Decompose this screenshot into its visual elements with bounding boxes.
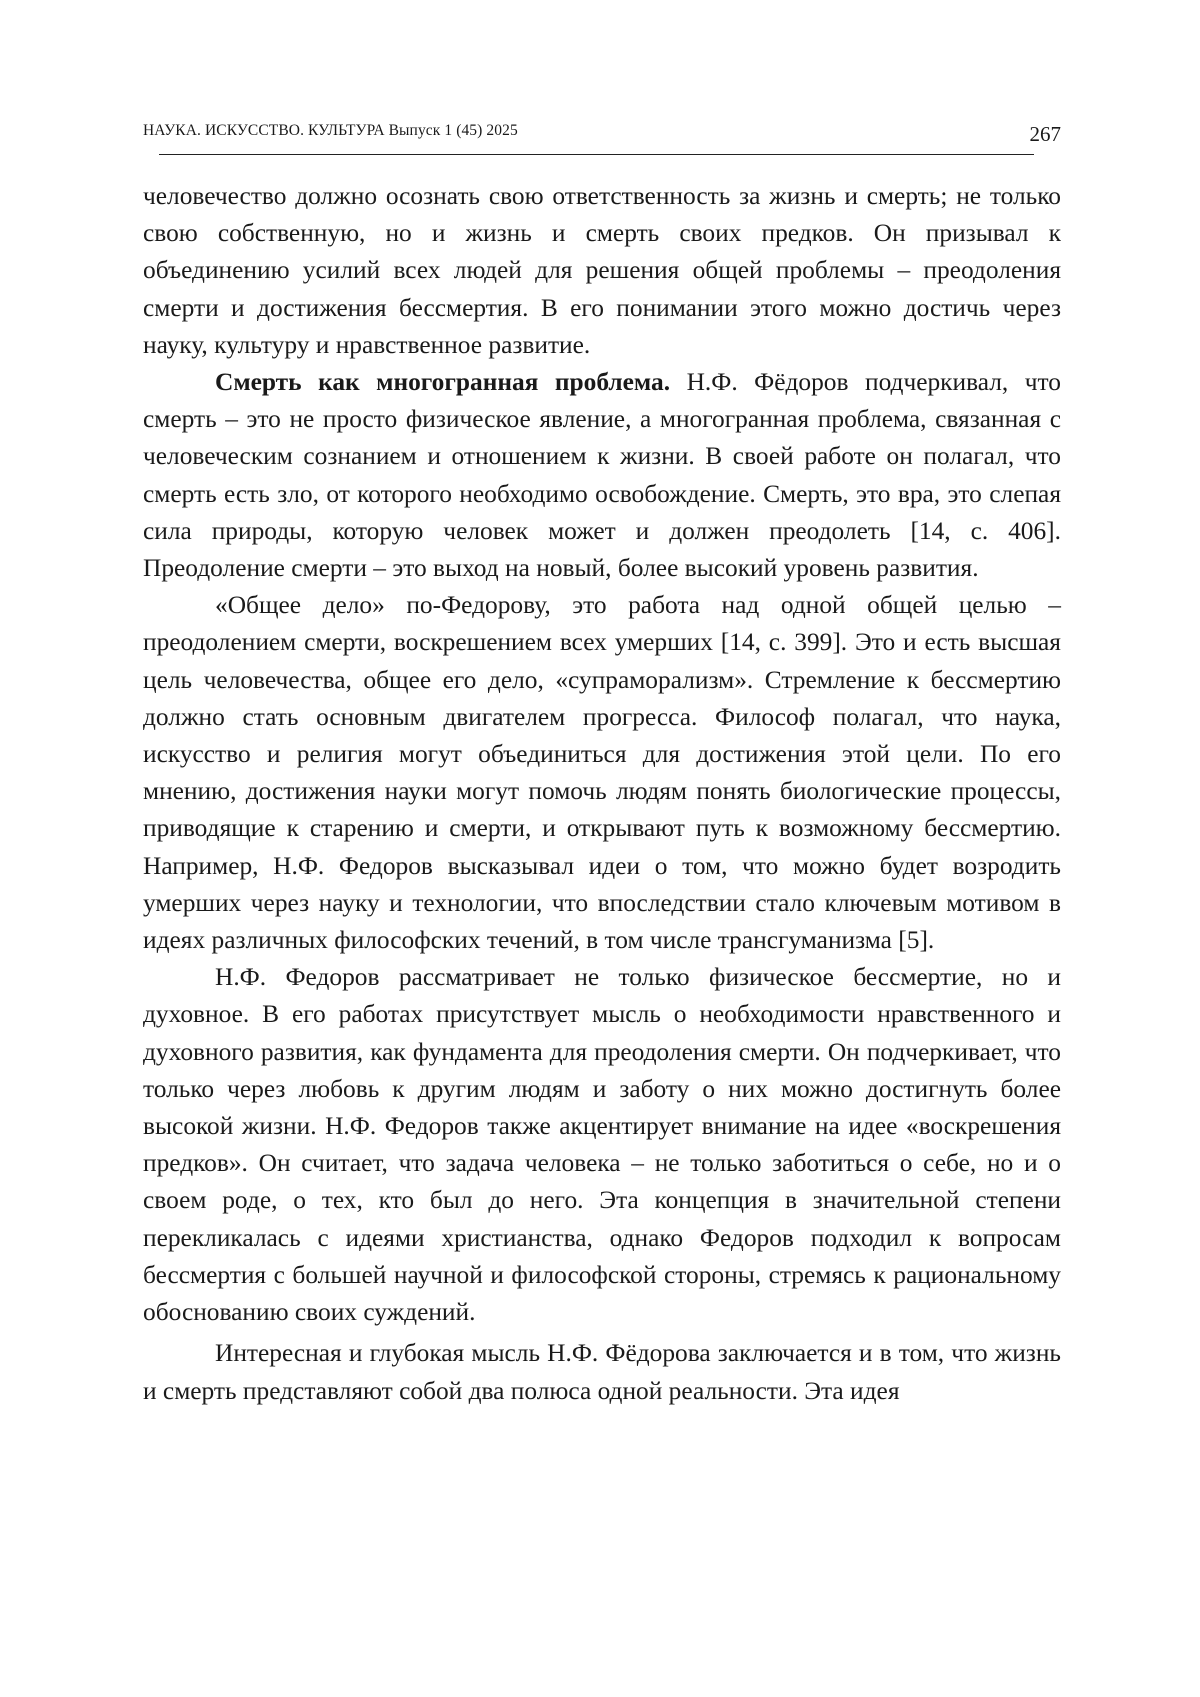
header-rule [159,154,1034,155]
paragraph-text: Н.Ф. Федоров рассматривает не только физическое бессмертие, но и духовное. В его работах присутствует мысль о необходимости нравственного и духовного развития, как фундамента для преодоления смерти. Он подчеркивает, что только через любовь к другим людям и заботу о них можно достигнуть более высокой жизни. Н.Ф. Федоров также акцентирует внимание на идее «воскрешения предков». Он считает, что задача человека – не только заботиться о себе, но и о своем роде, о тех, кто был до него. Эта концепция в значительной степени перекликалась с идеями христианства, однако Федоров подходил к вопросам бессмертия с большей научной и философской стороны, стремясь к рациональному обоснованию своих суждений. [143,963,1061,1327]
paragraph-text: «Общее дело» по-Федорову, это работа над одной общей целью – преодолением смерти, воскрешением всех умерших [14, с. 399]. Это и есть высшая цель человечества, общее его дело, «супраморализм». Стремление к бессмертию должно стать основным двигателем прогресса. Философ полагал, что наука, искусство и религия могут объединиться для достижения этой цели. По его мнению, достижения науки могут помочь людям понять биологические процессы, приводящие к старению и смерти, и открывают путь к возможному бессмертию. Например, Н.Ф. Федоров высказывал идеи о том, что можно будет возродить умерших через науку и технологии, что впоследствии стало ключевым мотивом в идеях различных философских течений, в том числе трансгуманизма [5]. [143,591,1061,955]
paragraph-text: человечество должно осознать свою ответственность за жизнь и смерть; не только свою собственную, но и жизнь и смерть своих предков. Он призывал к объединению усилий всех людей для решения общей проблемы – преодоления смерти и достижения бессмертия. В его понимании этого можно достичь через науку, культуру и нравственное развитие. [143,182,1061,359]
paragraph-continuation [143,178,1061,364]
paragraph-text: Н.Ф. Фёдоров подчеркивал, что смерть – это не просто физическое явление, а многогранная проблема, связанная с человеческим сознанием и отношением к жизни. В своей работе он полагал, что смерть есть зло, от которого необходимо освобождение. Смерть, это вра, это слепая сила природы, которую человек может и должен преодолеть [14, с. 406]. Преодоление смерти – это выход на новый, более высокий уровень развития. [143,368,1061,583]
page-number: 267 [1029,122,1061,146]
paragraph-common-task [143,587,1061,959]
paragraph-death-as-problem [143,364,1061,587]
paragraph-text: Интересная и глубокая мысль Н.Ф. Фёдорова заключается и в том, что жизнь и смерть представляют собой два полюса одной реальности. Эта идея [143,1339,1061,1405]
section-heading: Смерть как многогранная проблема. [215,368,671,397]
journal-title: НАУКА. ИСКУССТВО. КУЛЬТУРА Выпуск 1 (45) 2025 [143,122,518,139]
running-header [143,118,1061,162]
paragraph-spiritual-immortality [143,959,1061,1331]
article-body [143,178,1061,1410]
paragraph-life-and-death [143,1335,1061,1409]
